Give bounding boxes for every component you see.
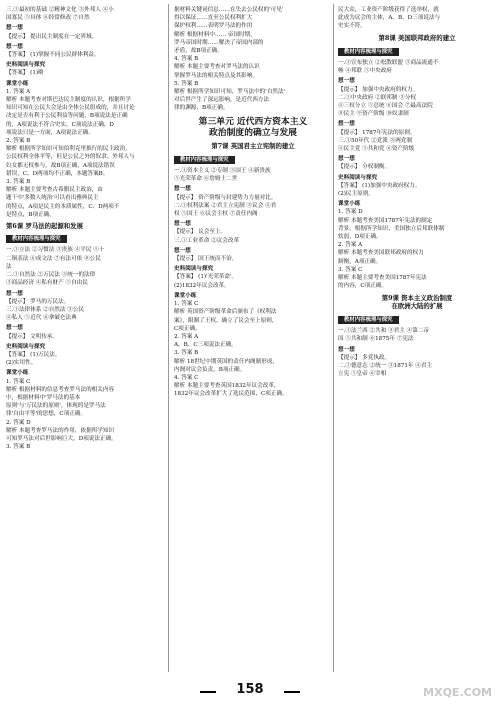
text-line: 2. 答案 D bbox=[6, 419, 31, 426]
text-line: 可知罗马法对后世影响巨大，D项说法正确。 bbox=[6, 435, 117, 442]
section-heading: 想一想 bbox=[6, 43, 23, 50]
text-line: 解析 本题考查美国联邦政府的权力 bbox=[338, 250, 424, 257]
lesson-9-subtitle: 在欧洲大陆的扩展 bbox=[391, 301, 443, 310]
section-band: 教材内容梳理与探究 bbox=[338, 316, 399, 324]
section-heading: 史料阅读与探究 bbox=[338, 174, 378, 181]
text-line: 【答案】 (1)万民法。 bbox=[6, 351, 61, 358]
text-line: 【答案】 (1)略 bbox=[6, 70, 44, 77]
text-line: 1. 答案 D bbox=[338, 209, 363, 216]
text-line: (2)民主原则。 bbox=[338, 191, 374, 198]
text-line: 三.①工业革命 ②议会改革 bbox=[174, 237, 240, 244]
text-line: 解析 本题主要考查美国1787年宪法 bbox=[338, 275, 427, 282]
text-line: 1. 答案 C bbox=[6, 378, 31, 385]
footer-rule-right bbox=[284, 691, 300, 693]
text-line: 2. 答案 A bbox=[338, 242, 363, 249]
section-heading: 想一想 bbox=[338, 121, 355, 128]
text-line: 据材料关键词信息……在失去公民权的'可见' bbox=[174, 7, 284, 13]
text-line: C项正确。 bbox=[174, 325, 201, 332]
text-line: 错误，C、D两项均不正确，本题答案B。 bbox=[6, 170, 109, 177]
text-line: 三.①法律体系 ②自然法 ③公民 bbox=[6, 306, 85, 313]
text-line: 【答案】 (1)'光荣革命'。 bbox=[174, 274, 238, 281]
text-line: 【提示】 分权制衡。 bbox=[338, 164, 391, 171]
text-line: 【提示】 资产阶级与封建势力力量对比。 bbox=[174, 194, 277, 201]
text-line: 内阁对议会负责，B项正确。 bbox=[174, 366, 246, 373]
text-line: 3. 答案 B bbox=[6, 444, 31, 451]
text-line: 项说法只是一方面，A项说法正确。 bbox=[6, 129, 94, 136]
unit-title: 第三单元 近代西方资本主义 bbox=[198, 116, 308, 127]
text-line: ⑧民主 ⑨资产阶级 ⑩奴隶制 bbox=[338, 111, 409, 118]
text-line: 一.①宣布独立 ②松散联盟 ③商品流通不 bbox=[338, 60, 439, 67]
text-line: 一.①立法 ②习惯法 ③贵族 ④平民 ⑤十 bbox=[6, 247, 105, 254]
text-line: 【提示】 议会至上。 bbox=[174, 229, 227, 236]
text-line: 解析 18世纪中期英国的责任内阁制形成， bbox=[174, 358, 278, 365]
text-line: 3. 答案 B bbox=[6, 179, 31, 186]
text-line: 【提示】 1787年宪法的原则。 bbox=[338, 129, 416, 136]
text-line: 原则'与'万民法的原则'，体现的是罗马法 bbox=[6, 403, 106, 410]
text-line: 的特点，A项是民主的本质属性，C、D两项不 bbox=[6, 203, 120, 210]
text-line: 二.①德意志 ②统一 ③1871年 ④君主 bbox=[338, 362, 433, 369]
text-line: 案》，限制了王权，确立了议会至上原则， bbox=[174, 317, 278, 324]
section-heading: 想一想 bbox=[174, 247, 191, 254]
section-heading: 想一想 bbox=[174, 186, 191, 193]
text-line: 【答案】 (1)掌握不同公民群体利益。 bbox=[6, 52, 100, 59]
lesson-6-title: 第6课 罗马法的起源和发展 bbox=[6, 222, 83, 231]
text-line: 【答案】 (1)加强中央政府权力。 bbox=[338, 182, 421, 189]
text-line: 解析 本题考查对斯巴达民主制度的认识，根据所学 bbox=[6, 97, 131, 104]
section-band: 教材内容梳理与探究 bbox=[174, 156, 235, 164]
text-line: 二.①中央政府 ②联邦制 ③分权 bbox=[338, 94, 417, 101]
column-divider bbox=[168, 4, 169, 672]
text-line: 律'自由平等'的思想，C项正确。 bbox=[6, 411, 87, 418]
text-line: 史实不符。 bbox=[338, 23, 366, 30]
text-line: 解析 本题考查罗马法的作用，依据所学知识 bbox=[6, 427, 115, 434]
text-line: 解析 本题主要考查英国1832年议会改革， bbox=[174, 383, 280, 390]
watermark: MXQE.COM bbox=[423, 686, 492, 699]
text-line: 决定是否有利于公民利益等问题，B项说法是正确 bbox=[6, 113, 128, 120]
text-line: 3. 答案 C bbox=[338, 266, 363, 273]
text-line: 1832年议会改革扩大了选民范围，C项正确。 bbox=[174, 391, 288, 398]
text-line: 一.①法兰西 ②共和 ③君主 ④第二帝 bbox=[338, 328, 430, 335]
text-line: 【提示】 国王统而不治。 bbox=[174, 256, 238, 263]
text-line: 的，A项说法不符合史实，C项说法正确，D bbox=[6, 121, 114, 128]
text-line: 三.①最初的基础 ②精神文化 ③外邦人 ④小 bbox=[6, 7, 114, 13]
text-line: 得以保证……直至公民权利扩大 bbox=[174, 15, 253, 22]
text-line: (2)实用性。 bbox=[6, 360, 37, 367]
text-line: 立宪 ⑤皇帝 ⑥宰相 bbox=[338, 371, 387, 378]
lesson-9-title: 第9课 资本主义政治制度 bbox=[381, 293, 453, 302]
column-divider bbox=[333, 4, 334, 672]
text-line: 的内容，C项正确。 bbox=[338, 283, 388, 290]
lesson-8-title: 第8课 美国联邦政府的建立 bbox=[378, 33, 456, 42]
section-heading: 想一想 bbox=[338, 346, 355, 353]
section-heading: 课堂小练 bbox=[6, 370, 29, 377]
section-heading: 史料阅读与探究 bbox=[6, 343, 46, 350]
text-line: 国 ⑤共和制 ⑥1875年 ⑦宪法 bbox=[338, 336, 414, 343]
section-heading: 想一想 bbox=[6, 290, 23, 297]
unit-subtitle: 政治制度的确立与发展 bbox=[209, 127, 297, 138]
section-heading: 课堂小练 bbox=[6, 80, 29, 87]
text-line: 一.①资本主义 ②专制 ③国王 ④新贵族 bbox=[174, 168, 271, 175]
text-line: ④私人 ⑤近代 ⑥拿破仑法典 bbox=[6, 315, 77, 322]
text-line: 二.①权利法案 ②君主立宪制 ③议会 ④君 bbox=[174, 202, 277, 209]
text-line: 【提示】 罗马的万民法。 bbox=[6, 298, 70, 305]
text-line: 【提示】 提出民主制度在一定界域。 bbox=[6, 33, 98, 40]
text-line: 2. 答案 A bbox=[174, 333, 199, 340]
section-heading: 想一想 bbox=[6, 325, 23, 332]
column-left bbox=[6, 6, 164, 451]
text-line: 1. 答案 C bbox=[174, 301, 199, 308]
section-heading: 史料阅读与探究 bbox=[6, 62, 46, 69]
text-line: 5. 答案 B bbox=[174, 80, 199, 87]
lesson-7-title: 第7课 英国君主立宪制的建立 bbox=[211, 141, 295, 150]
text-line: 软弱，D项正确。 bbox=[338, 234, 382, 241]
text-line: 此成为议会的主体，A、B、D三项说法与 bbox=[338, 15, 441, 22]
section-heading: 课堂小练 bbox=[338, 201, 361, 208]
text-line: 是特点，B项正确。 bbox=[6, 211, 55, 218]
text-line: 2. 答案 B bbox=[6, 138, 31, 145]
text-line: 解析 根据材料中…… 帝国时期， bbox=[174, 31, 256, 38]
text-line: 【提示】 文明传承。 bbox=[6, 333, 59, 340]
text-line: 中，根据材料中'罗马法的基本 bbox=[6, 394, 81, 401]
text-line: 3. 答案 B bbox=[174, 350, 199, 357]
text-line: 解析 本题主要考查对罗马法的认识 bbox=[174, 64, 260, 71]
text-line: 4. 答案 B bbox=[174, 56, 199, 63]
text-line: 1. 答案 A bbox=[6, 88, 31, 95]
text-line: 对后世产生了深远影响，是近代西方法 bbox=[174, 97, 270, 104]
text-line: 【提示】 加强中央政府的权力。 bbox=[338, 86, 419, 93]
section-heading: 想一想 bbox=[6, 25, 23, 32]
text-line: 二.①自然法 ②万民法 ③统一的法律 bbox=[6, 272, 96, 279]
column-right bbox=[338, 6, 496, 378]
text-line: 二铜表法 ⑥成文法 ⑦有法可依 ⑧公民 bbox=[6, 255, 101, 262]
text-line: 民大众，工业资产阶级获得了选举权，就 bbox=[338, 7, 439, 13]
text-line: 公民权利全体平等，但是公民之外的奴隶、外邦人与 bbox=[6, 154, 135, 161]
text-line: 矛盾，故B项正确。 bbox=[174, 48, 223, 55]
section-heading: 想一想 bbox=[338, 156, 355, 163]
text-line: 【提示】 多党执政。 bbox=[338, 354, 391, 361]
text-line: ⑤光荣革命 ⑥詹姆士二世 bbox=[174, 176, 238, 183]
page-number: 158 bbox=[236, 682, 264, 697]
text-line: 解析 根据所学知识可知伯利克里推行的民主政治, bbox=[6, 146, 128, 153]
text-line: 解析 根据材料的信息考查罗马法的相关内容 bbox=[6, 386, 115, 393]
column-middle bbox=[174, 6, 332, 399]
section-band: 教材内容梳理与探究 bbox=[6, 235, 67, 243]
text-line: 题干中'多数人统治'可以看出雅典民主 bbox=[6, 195, 99, 202]
text-line: 解析 本题考查美国1787年宪法的制定 bbox=[338, 217, 433, 224]
text-line: 三.①50年代 ②党派 ③两党制 bbox=[338, 137, 412, 144]
text-line: 解析 本题主要考查古希腊民主政治，由 bbox=[6, 187, 103, 194]
text-line: 法 bbox=[6, 263, 12, 270]
section-heading: 史料阅读与探究 bbox=[174, 266, 214, 273]
text-line: ③商品经济 ④私有财产 ⑤自由民 bbox=[6, 280, 88, 287]
text-line: 解析 英国资产阶级革命后颁布了《权利法 bbox=[174, 309, 277, 316]
section-heading: 想一想 bbox=[338, 78, 355, 85]
text-line: ④三权分立 ⑤总统 ⑥国会 ⑦最高法院 bbox=[338, 103, 433, 110]
section-heading: 课堂小练 bbox=[174, 292, 197, 299]
text-line: 掌握罗马法的相关特点及其影响。 bbox=[174, 72, 258, 79]
section-band: 教材内容梳理与探究 bbox=[338, 48, 399, 56]
text-line: 背景，根据所学知识，美国独立后邦联体制 bbox=[338, 225, 445, 232]
text-line: ④民主党 ⑤共和党 ⑥资产阶级 bbox=[338, 146, 415, 153]
text-line: 国寡民 ⑤具体 ⑥经常修改 ⑦自然 bbox=[6, 15, 90, 22]
section-heading: 想一想 bbox=[174, 221, 191, 228]
text-line: 制衡，A项正确。 bbox=[338, 258, 382, 265]
text-line: 罗马帝国时期……解决了帝国内部的 bbox=[174, 39, 264, 46]
text-line: A、B、C三项说法正确。 bbox=[174, 342, 237, 349]
footer-rule-left bbox=[200, 691, 216, 693]
text-line: 4. 答案 C bbox=[174, 374, 199, 381]
text-line: 保护权利……表明罗马法的作用 bbox=[174, 23, 253, 30]
text-line: 权 ⑤国王 ⑥议会主权 ⑦责任内阁 bbox=[174, 211, 258, 218]
text-line: 解析 根据所学知识可知，罗马法中的'自然法' bbox=[174, 89, 286, 96]
text-line: 知识可知在公民大会是由全体公民组成的，并且讨论 bbox=[6, 105, 135, 112]
text-line: 妇女都无权参与，故B项正确，A项说法错误 bbox=[6, 162, 115, 169]
text-line: (2)1832年议会改革。 bbox=[174, 282, 230, 289]
text-line: 律的渊源，B项正确。 bbox=[174, 105, 229, 112]
text-line: 畅 ④邦联 ⑤中央政府 bbox=[338, 68, 392, 75]
